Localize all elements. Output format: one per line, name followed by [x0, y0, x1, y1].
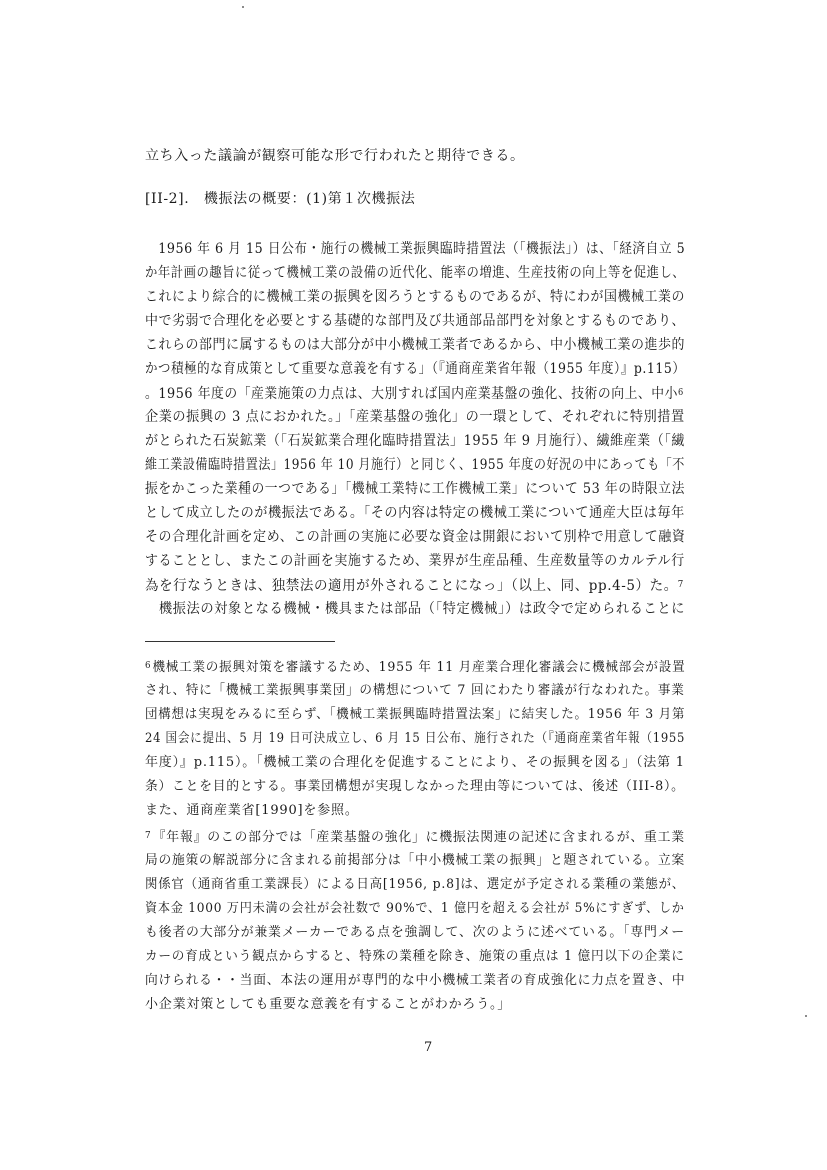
scan-speck [805, 1015, 807, 1017]
body-line: 機振法の対象となる機械・機具または部品（「特定機械」）は政令で定められることに [145, 601, 686, 617]
footnote-7-line: 小企業対策としても重要な意義を有することがわかろう。」 [145, 997, 512, 1012]
section-heading: [II-2]. 機振法の概要：(1)第１次機振法 [145, 191, 416, 207]
footnote-7-line: 関係官（通商省重工業課長）による日高[1956, p.8]は、選定が予定される業種の業態が、 [145, 877, 686, 892]
footnote-ref-7: 7 [677, 580, 684, 590]
footnote-7-line: 向けられる・・当面、本法の運用が専門的な中小機械工業者の育成強化に力点を置き、中 [145, 973, 686, 988]
body-line: か年計画の趣旨に従って機械工業の設備の近代化、能率の増進、生産技術の向上等を促進し、 [145, 265, 686, 281]
footnote-6-line: され、特に「機械工業振興事業団」の構想について 7 回にわたり審議が行なわれた。事業 [145, 683, 685, 698]
footnote-6-line: また、通商産業省[1990]を参照。 [145, 803, 359, 818]
footnote-separator [145, 641, 335, 642]
body-line: かつ積極的な育成策として重要な意義を有する」（『通商産業省年報（1955 年度）』p.115） [145, 361, 686, 377]
footnote-7-line: $^7$ 『年報』のこの部分では「産業基盤の強化」に機振法関連の記述に含まれるが、重工業 [145, 830, 685, 845]
page-number: 7 [424, 1040, 433, 1055]
footnote-7-line: 局の施策の解説部分に含まれる前掲部分は「中小機械工業の振興」と題されている。立案 [145, 853, 686, 868]
body-line: 為を行なうときは、独禁法の適用が外されることになっ」（以上、同、pp.4-5）た。$^7$ [145, 578, 684, 594]
footnote-6-line: $^6$ 機械工業の振興対策を審議するため、1955 年 11 月産業合理化審議会に機械部会が設置 [145, 660, 686, 675]
body-line: がとられた石炭鉱業（「石炭鉱業合理化臨時措置法」1955 年 9 月施行）、繊維産業（「繊 [145, 433, 685, 449]
body-line: 1956 年 6 月 15 日公布・施行の機械工業振興臨時措置法（「機振法」）は、「経済自立 5 [145, 241, 686, 257]
body-line: 中で劣弱で合理化を必要とする基礎的な部門及び共通部品部門を対象とするものであり、 [145, 313, 686, 329]
footnote-7-line: 資本金 1000 万円未満の会社が会社数で 90%で、1 億円を超える会社が 5%にすぎず、しか [145, 901, 685, 916]
footnote-6-line: 年度）』p.115）。「機械工業の合理化を促進することにより、その振興を図る」（法第 1 [145, 755, 685, 770]
footnote-7-line: カーの育成という観点からすると、特殊の業種を除き、施策の重点は 1 億円以下の企業に [145, 949, 685, 964]
footnote-7-line: も後者の大部分が兼業メーカーである点を強調して、次のように述べている。「専門メー [145, 925, 685, 940]
body-line: 振をかこった業種の一つである」「機械工業特に工作機械工業」について 53 年の時限立法 [145, 481, 685, 497]
body-line: その合理化計画を定め、この計画の実施に必要な資金は開銀において別枠で用意して融資 [145, 529, 686, 545]
footnote-6-line: 団構想は実現をみるに至らず、「機械工業振興臨時措置法案」に結実した。1956 年 3 月第 [145, 707, 686, 722]
body-line: として成立したのが機振法である。「その内容は特定の機械工業について通産大臣は毎年 [145, 505, 685, 521]
footnote-mark-7: 7 [145, 831, 151, 841]
body-line: 。1956 年度の「産業施策の力点は、大別すれば国内産業基盤の強化、技術の向上、中小$^6$ [145, 386, 684, 402]
footnote-6-line: 条）ことを目的とする。事業団構想が実現しなかった理由等については、後述（III-8）。 [145, 779, 685, 794]
intro-line: 立ち入った議論が観察可能な形で行われたと期待できる。 [145, 148, 525, 164]
body-line: 企業の振興の 3 点におかれた。」「産業基盤の強化」の一環として、それぞれに特別措置 [145, 409, 685, 425]
footnote-6-line: 24 国会に提出、5 月 19 日可決成立し、6 月 15 日公布、施行された（『通商産業省年報（1955 [145, 731, 686, 746]
body-line: 維工業設備臨時措置法」1956 年 10 月施行）と同じく、1955 年度の好況の中にあっても「不 [145, 457, 685, 473]
footnote-ref-6: 6 [677, 388, 684, 398]
scan-speck [242, 6, 244, 8]
body-line: これにより綜合的に機械工業の振興を図ろうとするものであるが、特にわが国機械工業の [145, 289, 686, 305]
body-line: これらの部門に属するものは大部分が中小機械工業者であるから、中小機械工業の進歩的 [145, 337, 686, 353]
footnote-mark-6: 6 [145, 661, 151, 671]
body-line: することとし、またこの計画を実施するため、業界が生産品種、生産数量等のカルテル行 [145, 553, 685, 569]
